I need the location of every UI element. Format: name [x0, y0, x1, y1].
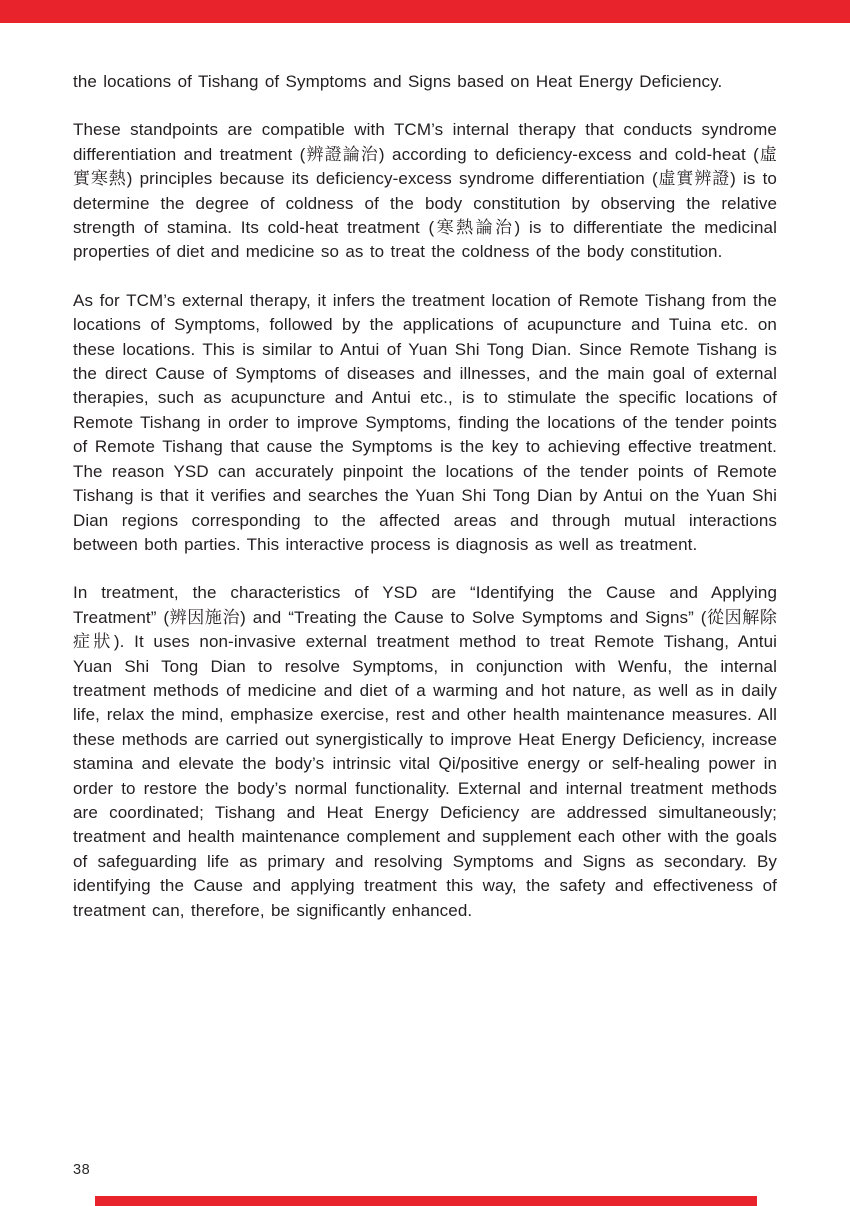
bottom-red-band	[95, 1196, 757, 1206]
body-paragraph: These standpoints are compatible with TCM’s internal therapy that conducts syndrome differentiation and treatment (辨證論治) according to deficiency-excess and cold-heat (虛實寒熱) principles because its deficiency-excess syndrome differentiation (虛實辨證) is to determine the degree of coldness of the body constitution by observing the relative strength of stamina. Its cold-heat treatment (寒熱論治) is to differentiate the medicinal properties of diet and medicine so as to treat the coldness of the body constitution.	[73, 120, 777, 262]
body-paragraph: the locations of Tishang of Symptoms and Signs based on Heat Energy Deficiency.	[73, 72, 723, 91]
page-body-text	[73, 70, 777, 923]
body-paragraph: In treatment, the characteristics of YSD are “Identifying the Cause and Applying Treatment” (辨因施治) and “Treating the Cause to Solve Symptoms and Signs” (從因解除症狀). It uses non-invasive external treatment method to treat Remote Tishang, Antui Yuan Shi Tong Dian to resolve Symptoms, in conjunction with Wenfu, the internal treatment methods of medicine and diet of a warming and hot nature, as well as in daily life, relax the mind, emphasize exercise, rest and other health maintenance measures. All these methods are carried out synergistically to improve Heat Energy Deficiency, increase stamina and elevate the body’s intrinsic vital Qi/positive energy or self-healing power in order to restore the body’s normal functionality. External and internal treatment methods are coordinated; Tishang and Heat Energy Deficiency are addressed simultaneously; treatment and health maintenance complement and supplement each other with the goals of safeguarding life as primary and resolving Symptoms and Signs as secondary. By identifying the Cause and applying treatment this way, the safety and effectiveness of treatment can, therefore, be significantly enhanced.	[73, 583, 777, 920]
top-red-band	[0, 0, 850, 23]
body-paragraph: As for TCM’s external therapy, it infers the treatment location of Remote Tishang from the locations of Symptoms, followed by the applications of acupuncture and Tuina etc. on these locations. This is similar to Antui of Yuan Shi Tong Dian. Since Remote Tishang is the direct Cause of Symptoms of diseases and illnesses, and the main goal of external therapies, such as acupuncture and Antui etc., is to stimulate the specific locations of Remote Tishang in order to improve Symptoms, finding the locations of the tender points of Remote Tishang that cause the Symptoms is the key to achieving effective treatment. The reason YSD can accurately pinpoint the locations of the tender points of Remote Tishang is that it verifies and searches the Yuan Shi Tong Dian by Antui on the Yuan Shi Dian regions corresponding to the affected areas and through mutual interactions between both parties. This interactive process is diagnosis as well as treatment.	[73, 290, 777, 554]
page-number: 38	[73, 1162, 91, 1178]
